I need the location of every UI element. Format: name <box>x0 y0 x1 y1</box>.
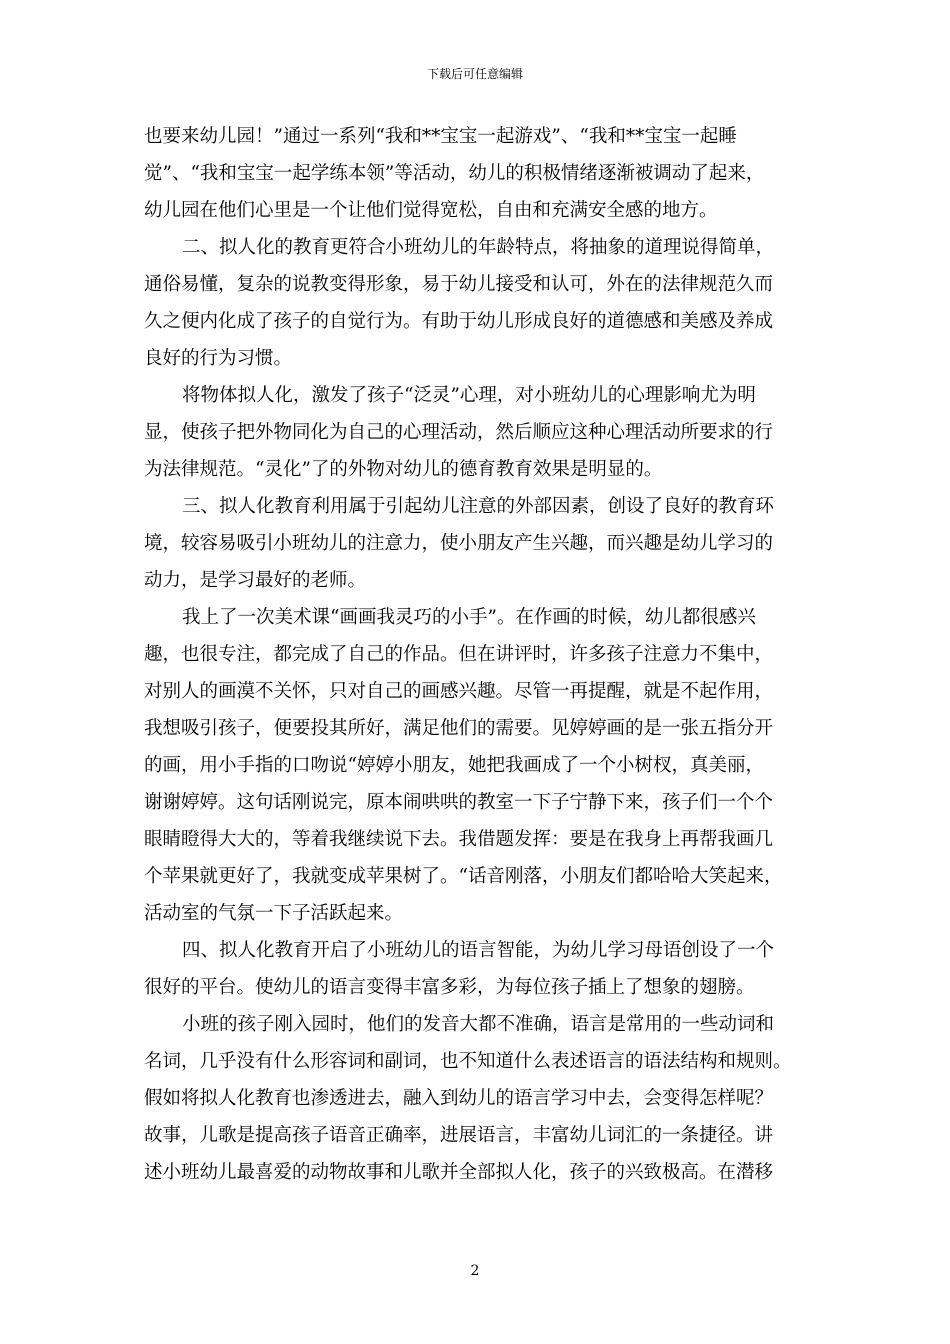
text-line: 小班的孩子刚入园时，他们的发音大都不准确，语言是常用的一些动词和 <box>182 1014 775 1035</box>
page-header: 下载后可任意编辑 <box>426 67 523 81</box>
text-line: 久之便内化成了孩子的自觉行为。有助于幼儿形成良好的道德感和美感及养成 <box>144 311 774 332</box>
text-line: 名词，几乎没有什么形容词和副词，也不知道什么表述语言的语法结构和规则。 <box>144 1051 792 1072</box>
text-line: 对别人的画漠不关怀，只对自己的画感兴趣。尽管一再提醒，就是不起作用， <box>144 681 774 702</box>
text-line: 我上了一次美术课“画画我灵巧的小手”。在作画的时候，幼儿都很感兴 <box>182 607 756 628</box>
text-line: 将物体拟人化，激发了孩子“泛灵”心理，对小班幼儿的心理影响尤为明 <box>182 385 756 406</box>
text-line: 为法律规范。“灵化”了的外物对幼儿的德育教育效果是明显的。 <box>144 459 663 480</box>
text-line: 也要来幼儿园！”通过一系列“我和**宝宝一起游戏”、“我和**宝宝一起睡 <box>144 126 737 147</box>
document-body <box>144 118 808 1191</box>
text-line: 个苹果就更好了，我就变成苹果树了。“话音刚落，小朋友们都哈哈大笑起来， <box>144 866 783 887</box>
text-line: 趣，也很专注，都完成了自己的作品。但在讲评时，许多孩子注意力不集中， <box>144 644 774 665</box>
text-line: 四、拟人化教育开启了小班幼儿的语言智能，为幼儿学习母语创设了一个 <box>182 940 775 961</box>
text-line: 活动室的气氛一下子活跃起来。 <box>144 903 404 924</box>
text-line: 二、拟人化的教育更符合小班幼儿的年龄特点，将抽象的道理说得简单， <box>182 237 775 258</box>
text-line: 动力，是学习最好的老师。 <box>144 570 367 591</box>
text-line: 故事，儿歌是提高孩子语音正确率，进展语言，丰富幼儿词汇的一条捷径。讲 <box>144 1125 774 1146</box>
page-number: 2 <box>470 1263 480 1279</box>
text-line: 我想吸引孩子，便要投其所好，满足他们的需要。见婷婷画的是一张五指分开 <box>144 718 774 739</box>
text-line: 境，较容易吸引小班幼儿的注意力，使小朋友产生兴趣，而兴趣是幼儿学习的 <box>144 533 774 554</box>
text-line: 假如将拟人化教育也渗透进去，融入到幼儿的语言学习中去，会变得怎样呢？ <box>144 1088 774 1109</box>
text-line: 显，使孩子把外物同化为自己的心理活动，然后顺应这种心理活动所要求的行 <box>144 422 774 443</box>
text-line: 幼儿园在他们心里是一个让他们觉得宽松，自由和充满安全感的地方。 <box>144 200 718 221</box>
text-line: 谢谢婷婷。这句话刚说完，原本闹哄哄的教室一下子宁静下来，孩子们一个个 <box>144 792 774 813</box>
text-line: 很好的平台。使幼儿的语言变得丰富多彩，为每位孩子插上了想象的翅膀。 <box>144 977 755 998</box>
text-line: 眼睛瞪得大大的，等着我继续说下去。我借题发挥：要是在我身上再帮我画几 <box>144 829 774 850</box>
text-line: 的画，用小手指的口吻说“婷婷小朋友，她把我画成了一个小树杈，真美丽， <box>144 755 764 776</box>
text-line: 良好的行为习惯。 <box>144 348 293 369</box>
text-line: 通俗易懂，复杂的说教变得形象，易于幼儿接受和认可，外在的法律规范久而 <box>144 274 774 295</box>
text-line: 觉”、“我和宝宝一起学练本领”等活动，幼儿的积极情绪逐渐被调动了起来， <box>144 163 765 184</box>
text-line: 述小班幼儿最喜爱的动物故事和儿歌并全部拟人化，孩子的兴致极高。在潜移 <box>144 1162 774 1183</box>
text-line: 三、拟人化教育利用属于引起幼儿注意的外部因素，创设了良好的教育环 <box>182 496 775 517</box>
